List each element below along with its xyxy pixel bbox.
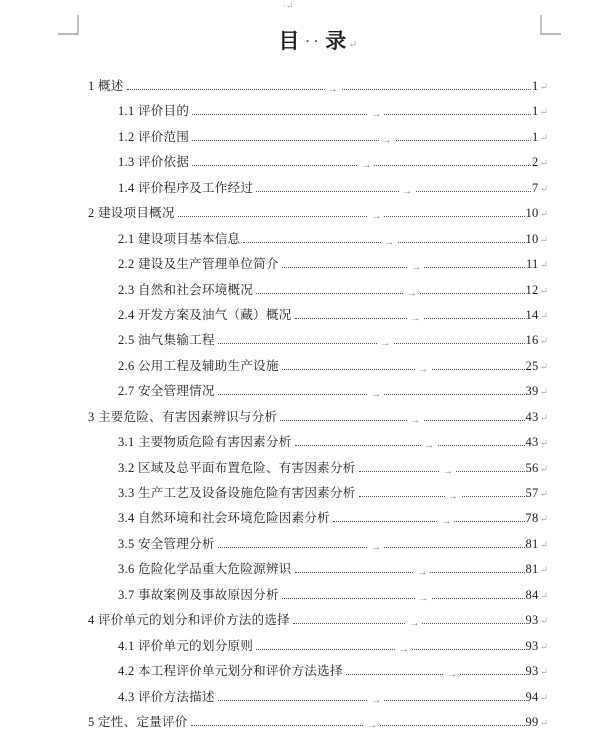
tab-arrow-icon: → bbox=[399, 186, 415, 198]
toc-entry-page[interactable]: 25 bbox=[525, 358, 539, 373]
margin-corner-left-icon bbox=[58, 15, 79, 35]
toc-entry[interactable] bbox=[88, 405, 548, 430]
toc-entry-label[interactable]: 3.1 主要物质危险有害因素分析 bbox=[118, 435, 292, 450]
toc-entry[interactable] bbox=[88, 328, 548, 353]
toc-entry-label[interactable]: 3.7 事故案例及事故原因分析 bbox=[118, 587, 279, 602]
paragraph-mark-icon: ↵ bbox=[539, 183, 548, 195]
toc-entry-page[interactable]: 84 bbox=[525, 587, 539, 602]
toc-entry-page[interactable]: 99 bbox=[525, 714, 539, 729]
toc-entry[interactable] bbox=[88, 278, 548, 303]
dot-leader bbox=[295, 440, 525, 452]
toc-entry[interactable] bbox=[88, 583, 548, 608]
dot-leader bbox=[256, 185, 531, 197]
dot-leader bbox=[256, 643, 524, 655]
tab-arrow-icon: → bbox=[364, 720, 380, 732]
toc-entry-page[interactable]: 7 bbox=[532, 180, 539, 195]
paragraph-mark-icon: ↵ bbox=[539, 132, 548, 144]
dot-leader bbox=[293, 618, 525, 630]
dot-leader bbox=[333, 516, 525, 528]
toc-entry[interactable] bbox=[88, 303, 548, 328]
paragraph-mark-icon: ↵ bbox=[539, 107, 548, 119]
paragraph-mark-icon: ↵ bbox=[539, 489, 548, 500]
toc-entry-label[interactable]: 1.1 评价目的 bbox=[118, 104, 190, 119]
toc-entry-label[interactable]: 2 建设项目概况 bbox=[88, 206, 175, 221]
header-paragraph-mark-icon: ·↵ bbox=[283, 1, 294, 11]
toc-entry-label[interactable]: 3 主要危险、有害因素辨识与分析 bbox=[88, 409, 278, 424]
toc-entry-label[interactable]: 4.1 评价单元的划分原则 bbox=[118, 638, 254, 653]
tab-arrow-icon: → bbox=[414, 567, 430, 579]
toc-entry[interactable] bbox=[88, 456, 548, 481]
toc-entry-page[interactable]: 1 bbox=[532, 104, 539, 119]
paragraph-mark-icon: ↵ bbox=[348, 39, 358, 51]
dot-leader bbox=[295, 567, 525, 579]
paragraph-mark-icon: ↵ bbox=[539, 514, 548, 526]
toc-entry-page[interactable]: 10 bbox=[525, 206, 539, 221]
paragraph-mark-icon: ↵ bbox=[539, 641, 548, 653]
tab-arrow-icon: → bbox=[445, 491, 461, 503]
toc-entry[interactable] bbox=[88, 176, 548, 201]
toc-entry-page[interactable]: 39 bbox=[525, 384, 539, 399]
dot-leader bbox=[127, 84, 531, 95]
toc-entry[interactable] bbox=[88, 150, 548, 175]
tab-arrow-icon: → bbox=[440, 466, 456, 478]
dot-leader bbox=[192, 134, 531, 146]
tab-arrow-icon: → bbox=[368, 542, 384, 554]
tab-arrow-icon: → bbox=[396, 644, 412, 656]
dot-leader bbox=[218, 338, 525, 350]
paragraph-mark-icon: ↵ bbox=[539, 234, 548, 246]
tab-arrow-icon: → bbox=[368, 211, 384, 223]
toc-entry[interactable] bbox=[88, 506, 548, 531]
tab-arrow-icon: → bbox=[421, 440, 437, 452]
toc-entry-page[interactable]: 11 bbox=[525, 257, 539, 272]
toc-entry-page[interactable]: 1 bbox=[532, 79, 539, 93]
dot-leader bbox=[282, 262, 525, 274]
toc-entry[interactable] bbox=[88, 252, 548, 277]
toc-entry-label[interactable]: 5 定性、定量评价 bbox=[88, 714, 188, 729]
paragraph-mark-icon: ↵ bbox=[539, 336, 548, 348]
toc-entry-page[interactable]: 16 bbox=[525, 333, 539, 348]
toc-entry-page[interactable]: 12 bbox=[525, 282, 539, 297]
paragraph-mark-icon: ↵ bbox=[539, 717, 548, 729]
toc-entry[interactable] bbox=[88, 634, 548, 659]
tab-arrow-icon: → bbox=[406, 618, 422, 630]
paragraph-mark-icon: ↵ bbox=[539, 361, 548, 373]
toc-entry-page[interactable]: 10 bbox=[525, 231, 539, 246]
paragraph-mark-icon: ↵ bbox=[539, 667, 548, 679]
toc-entry[interactable] bbox=[88, 608, 548, 633]
toc-entry-label[interactable]: 4 评价单元的划分和评价方法的选择 bbox=[88, 613, 290, 628]
page-title bbox=[88, 26, 548, 60]
toc-entry-label[interactable]: 3.6 危险化学品重大危险源辨识 bbox=[118, 562, 292, 577]
toc-entry[interactable] bbox=[88, 685, 548, 710]
toc-entry[interactable] bbox=[88, 659, 548, 684]
toc-entry[interactable] bbox=[88, 227, 548, 252]
dot-leader bbox=[359, 465, 525, 477]
toc-entry-page[interactable]: 81 bbox=[525, 536, 539, 551]
toc-entry[interactable] bbox=[88, 74, 548, 99]
dot-leader bbox=[218, 541, 525, 553]
tab-arrow-icon: → bbox=[377, 338, 393, 350]
toc-entry-page[interactable]: 93 bbox=[525, 664, 539, 679]
tab-arrow-icon: → bbox=[444, 669, 460, 681]
tab-arrow-icon: → bbox=[415, 593, 431, 605]
paragraph-mark-icon: ↵ bbox=[539, 82, 548, 93]
dot-leader bbox=[256, 287, 524, 299]
toc-entry-label[interactable]: 2.1 建设项目基本信息 bbox=[118, 231, 241, 246]
paragraph-mark-icon: ↵ bbox=[539, 616, 548, 628]
dot-leader bbox=[359, 491, 525, 502]
toc-entry-label[interactable]: 2.7 安全管理情况 bbox=[118, 384, 215, 399]
paragraph-mark-icon: ↵ bbox=[539, 260, 548, 272]
toc-entry-label[interactable]: 2.3 自然和社会环境概况 bbox=[118, 282, 254, 297]
tab-arrow-icon: → bbox=[408, 262, 424, 274]
toc-entry-page[interactable]: 93 bbox=[525, 638, 539, 653]
tab-arrow-icon: → bbox=[407, 313, 423, 325]
tab-arrow-icon: → bbox=[368, 695, 384, 707]
tab-arrow-icon: → bbox=[407, 415, 423, 427]
toc-entry[interactable] bbox=[88, 99, 548, 124]
toc-entry-page[interactable]: 57 bbox=[525, 486, 539, 500]
toc-entry[interactable] bbox=[88, 201, 548, 226]
tab-arrow-icon: → bbox=[404, 288, 420, 300]
title-spacing-dots: ·· bbox=[305, 33, 323, 48]
dot-leader bbox=[218, 694, 525, 706]
toc-entry-label[interactable]: 2.2 建设及生产管理单位简介 bbox=[118, 257, 279, 272]
tab-arrow-icon: → bbox=[368, 389, 384, 401]
dot-leader bbox=[280, 414, 524, 426]
dot-leader bbox=[282, 363, 525, 375]
toc-entry-label[interactable]: 4.2 本工程评价单元划分和评价方法选择 bbox=[118, 664, 343, 679]
dot-leader bbox=[282, 592, 525, 604]
dot-leader bbox=[178, 211, 525, 223]
toc-entry[interactable] bbox=[88, 354, 548, 379]
paragraph-mark-icon: ↵ bbox=[539, 285, 548, 297]
paragraph-mark-icon: ↵ bbox=[539, 692, 548, 704]
paragraph-mark-icon: ↵ bbox=[539, 438, 548, 450]
toc-entry[interactable] bbox=[88, 430, 548, 455]
title-char-left: 目 bbox=[278, 29, 300, 53]
dot-leader bbox=[192, 160, 531, 172]
toc-entry-page[interactable]: 78 bbox=[525, 511, 539, 526]
toc-entry-label[interactable]: 1.2 评价范围 bbox=[118, 129, 190, 144]
toc-entry[interactable] bbox=[88, 379, 548, 404]
toc-entry-label[interactable]: 1 概述 bbox=[88, 79, 124, 93]
dot-leader bbox=[243, 236, 524, 248]
paragraph-mark-icon: ↵ bbox=[539, 387, 548, 399]
tab-arrow-icon: → bbox=[438, 516, 454, 528]
dot-leader bbox=[346, 669, 525, 681]
paragraph-mark-icon: ↵ bbox=[539, 590, 548, 602]
toc-entry-label[interactable]: 2.5 油气集输工程 bbox=[118, 333, 215, 348]
toc-entry-label[interactable]: 2.4 开发方案及油气（藏）概况 bbox=[118, 307, 292, 322]
toc-entry-label[interactable]: 1.4 评价程序及工作经过 bbox=[118, 180, 254, 195]
paragraph-mark-icon: ↵ bbox=[539, 412, 548, 424]
paragraph-mark-icon: ↵ bbox=[539, 158, 548, 170]
toc-entry[interactable] bbox=[88, 557, 548, 582]
toc-entry[interactable] bbox=[88, 125, 548, 150]
toc-entry-label[interactable]: 1.3 评价依据 bbox=[118, 155, 190, 170]
toc-entry-page[interactable]: 1 bbox=[532, 129, 539, 144]
tab-arrow-icon: → bbox=[358, 160, 374, 172]
paragraph-mark-icon: ↵ bbox=[539, 209, 548, 221]
toc-entry-page[interactable]: 56 bbox=[525, 460, 539, 475]
toc-entry-page[interactable]: 2 bbox=[532, 155, 539, 170]
table-of-contents bbox=[88, 74, 548, 735]
dot-leader bbox=[218, 389, 525, 401]
paragraph-mark-icon: ↵ bbox=[539, 539, 548, 551]
tab-arrow-icon: → bbox=[379, 135, 395, 147]
dot-leader bbox=[295, 312, 525, 324]
toc-entry-page[interactable]: 43 bbox=[525, 409, 539, 424]
toc-entry-page[interactable]: 94 bbox=[525, 689, 539, 704]
toc-entry[interactable] bbox=[88, 481, 548, 506]
toc-entry-label[interactable]: 4.3 评价方法描述 bbox=[118, 689, 215, 704]
paragraph-mark-icon: ↵ bbox=[539, 463, 548, 475]
tab-arrow-icon: → bbox=[415, 364, 431, 376]
toc-entry[interactable] bbox=[88, 710, 548, 735]
paragraph-mark-icon: ↵ bbox=[539, 565, 548, 577]
tab-arrow-icon: → bbox=[381, 237, 397, 249]
toc-entry[interactable] bbox=[88, 532, 548, 557]
dot-leader bbox=[191, 719, 525, 731]
toc-entry-page[interactable]: 93 bbox=[525, 613, 539, 628]
toc-entry-label[interactable]: 3.3 生产工艺及设备设施危险有害因素分析 bbox=[118, 486, 356, 500]
toc-entry-label[interactable]: 3.5 安全管理分析 bbox=[118, 536, 215, 551]
tab-arrow-icon: → bbox=[325, 84, 341, 96]
toc-entry-label[interactable]: 2.6 公用工程及辅助生产设施 bbox=[118, 358, 279, 373]
paragraph-mark-icon: ↵ bbox=[539, 310, 548, 322]
toc-entry-page[interactable]: 14 bbox=[525, 307, 539, 322]
toc-entry-label[interactable]: 3.4 自然环境和社会环境危险因素分析 bbox=[118, 511, 330, 526]
toc-entry-page[interactable]: 81 bbox=[525, 562, 539, 577]
tab-arrow-icon: → bbox=[368, 109, 384, 121]
toc-entry-page[interactable]: 43 bbox=[525, 435, 539, 450]
dot-leader bbox=[192, 109, 531, 121]
title-char-right: 录 bbox=[325, 29, 347, 53]
toc-entry-label[interactable]: 3.2 区域及总平面布置危险、有害因素分析 bbox=[118, 460, 356, 475]
